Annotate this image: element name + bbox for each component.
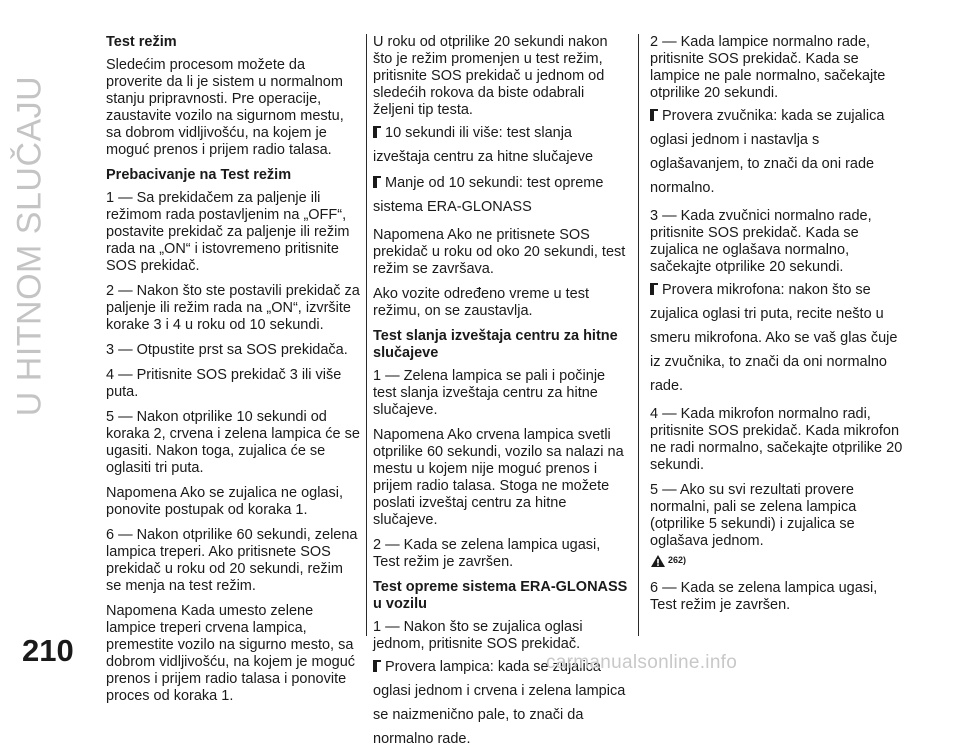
- paragraph: Ako vozite određeno vreme u test režimu, on se zaustavlja.: [373, 286, 590, 319]
- step-marker-icon: [650, 109, 658, 121]
- text-column-2: [373, 34, 628, 753]
- column-divider-1: [366, 34, 367, 636]
- paragraph: 1 — Nakon što se zujalica oglasi jednom, pritisnite SOS prekidač.: [373, 619, 583, 652]
- sub-step: [650, 278, 905, 398]
- paragraph: Napomena Ako crvena lampica svetli otprilike 60 sekundi, vozilo sa nalazi na mestu u kojem nije moguć prenos i prijem radio talasa. Stoga ne možete poslati izveštaj centru za hitne slučajeve.: [373, 427, 624, 528]
- side-section-title: U HITNOM SLUČAJU: [10, 75, 49, 417]
- paragraph: 2 — Nakon što ste postavili prekidač za paljenje ili režim rada na „ON“, izvršite korake 3 i 4 u roku od 10 sekundi.: [106, 283, 360, 333]
- column-divider-2: [638, 34, 639, 636]
- paragraph: Sledećim procesom možete da proverite da li je sistem u normalnom stanju pripravnosti. Pre operacije, zaustavite vozilo na sigurnom mestu, sa dobrom vidljivošću, na kojem je moguć prenos i prijem radio talasa.: [106, 57, 344, 158]
- page-number: 210: [22, 633, 74, 668]
- paragraph: 2 — Kada se zelena lampica ugasi, Test režim je završen.: [373, 537, 601, 570]
- paragraph: 3 — Kada zvučnici normalno rade, pritisnite SOS prekidač. Kada se zujalica ne oglašava normalno, sačekajte otprilike 20 sekundi.: [650, 208, 872, 275]
- sub-step-text: Provera mikrofona: nakon što se zujalica oglasi tri puta, recite nešto u smeru mikrofona. Ako se vaš glas čuje iz zvučnika, to znači da oni normalno rade.: [650, 282, 898, 394]
- paragraph: 2 — Kada lampice normalno rade, pritisnite SOS prekidač. Kada se lampice ne pale normalno, sačekajte otprilike 20 sekundi.: [650, 34, 886, 101]
- paragraph: 5 — Ako su svi rezultati provere normalni, pali se zelena lampica (otprilike 5 sekundi) i zujalica se oglašava jednom.: [650, 482, 857, 549]
- step-marker-icon: [373, 176, 381, 188]
- sub-step-text: Manje od 10 sekundi: test opreme sistema ERA-GLONASS: [373, 175, 604, 215]
- section-heading: Test slanja izveštaja centru za hitne slučajeve: [373, 328, 618, 361]
- paragraph: Napomena Kada umesto zelene lampice treperi crvena lampica, premestite vozilo na sigurno mesto, sa dobrom vidljivošću, na kojem je moguć prenos i prijem radio talasa i ponovite proces od koraka 1.: [106, 603, 356, 704]
- sub-step: [373, 171, 628, 219]
- warning-triangle-icon: [650, 554, 666, 568]
- sub-step-text: 10 sekundi ili više: test slanja izveštaja centru za hitne slučajeve: [373, 125, 594, 165]
- warning-reference: [650, 552, 905, 574]
- paragraph: 6 — Kada se zelena lampica ugasi, Test režim je završen.: [650, 580, 878, 613]
- section-heading: Test opreme sistema ERA-GLONASS u vozilu: [373, 579, 628, 612]
- paragraph: 4 — Kada mikrofon normalno radi, pritisnite SOS prekidač. Kada mikrofon ne radi normalno, sačekajte otprilike 20 sekundi.: [650, 406, 903, 473]
- sub-step: [373, 121, 628, 169]
- paragraph: 1 — Zelena lampica se pali i počinje test slanja izveštaja centru za hitne slučajeve.: [373, 368, 606, 418]
- sub-step: [650, 104, 905, 200]
- paragraph: 6 — Nakon otprilike 60 sekundi, zelena lampica treperi. Ako pritisnete SOS prekidač u roku od 20 sekundi, režim se menja na test režim.: [106, 527, 358, 594]
- sub-step-text: Provera zvučnika: kada se zujalica oglasi jednom i nastavlja s oglašavanjem, to znači da oni rade normalno.: [650, 108, 885, 196]
- text-column-1: [106, 34, 361, 713]
- text-column-3: [650, 34, 905, 622]
- paragraph: 5 — Nakon otprilike 10 sekundi od koraka 2, crvena i zelena lampica će se ugasiti. Nakon toga, zujalica će se oglasiti tri puta.: [106, 409, 360, 476]
- paragraph: 4 — Pritisnite SOS prekidač 3 ili više puta.: [106, 367, 342, 400]
- step-marker-icon: [650, 283, 658, 295]
- step-marker-icon: [373, 660, 381, 672]
- section-heading: Test režim: [106, 34, 177, 50]
- watermark-text: carmanualsonline.info: [546, 652, 738, 673]
- paragraph: 3 — Otpustite prst sa SOS prekidača.: [106, 342, 348, 358]
- sub-step-text: Provera lampica: kada se zujalica oglasi jednom i crvena i zelena lampica se naizmenično pale, to znači da normalno rade.: [373, 659, 626, 747]
- section-heading: Prebacivanje na Test režim: [106, 167, 292, 183]
- warning-ref-label: 262): [668, 555, 687, 565]
- step-marker-icon: [373, 126, 381, 138]
- paragraph: 1 — Sa prekidačem za paljenje ili režimom rada postavljenim na „OFF“, postavite prekidač za paljenje ili režim rada na „ON“ i istovremeno pritisnite SOS prekidač.: [106, 190, 350, 274]
- paragraph: Napomena Ako ne pritisnete SOS prekidač u roku od oko 20 sekundi, test režim se završava.: [373, 227, 626, 277]
- paragraph: Napomena Ako se zujalica ne oglasi, ponovite postupak od koraka 1.: [106, 485, 343, 518]
- paragraph: U roku od otprilike 20 sekundi nakon što je režim promenjen u test režim, pritisnite SOS prekidač u jednom od sledećih rokova da biste odabrali željeni tip testa.: [373, 34, 608, 118]
